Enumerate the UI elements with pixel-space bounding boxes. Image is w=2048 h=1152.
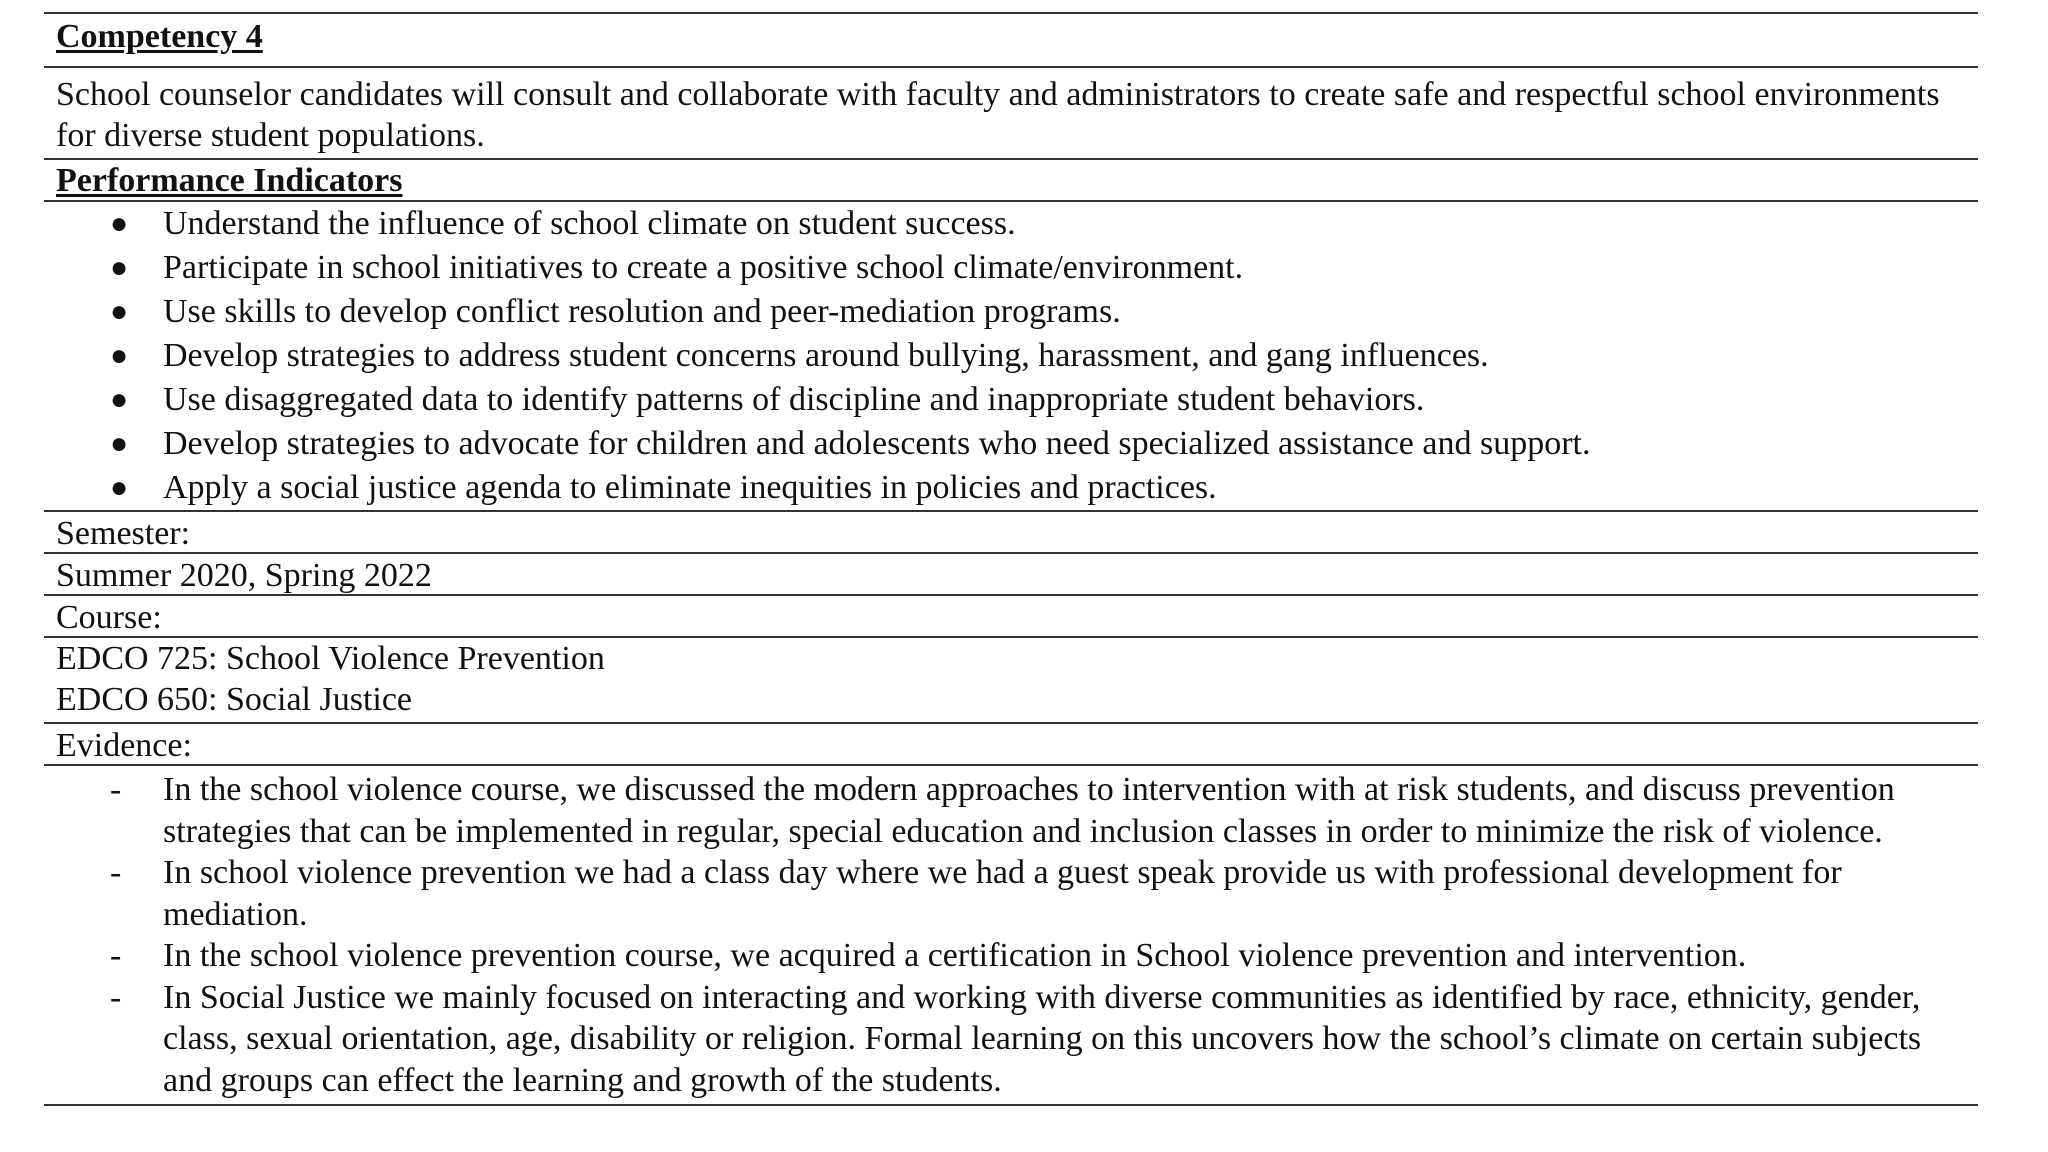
dash-icon: -: [110, 854, 122, 891]
dash-icon: -: [110, 978, 122, 1016]
course-label: Course:: [56, 599, 162, 636]
indicator-text: Develop strategies to address student concerns around bullying, harassment, and gang influences.: [163, 337, 1489, 374]
indicator-item: [56, 202, 1966, 246]
bullet-icon: ●: [110, 251, 129, 284]
course-item: EDCO 725: School Violence Prevention: [56, 640, 605, 677]
dash-icon: -: [110, 771, 122, 808]
evidence-row: [44, 766, 1978, 1106]
indicator-text: Understand the influence of school climate on student success.: [163, 205, 1016, 242]
performance-indicators-title: Performance Indicators: [56, 162, 403, 199]
indicator-item: [56, 290, 1966, 334]
bullet-icon: ●: [110, 383, 129, 416]
course-list-row: [44, 638, 1978, 724]
evidence-item: [56, 852, 1966, 935]
indicator-text: Use disaggregated data to identify patterns of discipline and inappropriate student behaviors.: [163, 381, 1425, 418]
semester-label-row: [44, 512, 1978, 554]
evidence-label: Evidence:: [56, 727, 192, 764]
evidence-label-row: [44, 724, 1978, 766]
evidence-text: In school violence prevention we had a class day where we had a guest speak provide us with professional development for mediation.: [163, 854, 1842, 933]
competency-description-row: [44, 68, 1978, 160]
indicator-item: [56, 466, 1966, 510]
indicator-text: Participate in school initiatives to create a positive school climate/environment.: [163, 249, 1244, 286]
semester-value-row: [44, 554, 1978, 596]
course-item: EDCO 650: Social Justice: [56, 681, 413, 718]
competency-title-row: [44, 14, 1978, 68]
indicator-text: Apply a social justice agenda to eliminate inequities in policies and practices.: [163, 469, 1217, 506]
evidence-text: In the school violence prevention course, we acquired a certification in School violence prevention and intervention.: [163, 937, 1747, 974]
semester-value: Summer 2020, Spring 2022: [56, 557, 432, 594]
indicator-item: [56, 422, 1966, 466]
evidence-item: [56, 769, 1966, 852]
indicator-item: [56, 334, 1966, 378]
competency-title: Competency 4: [56, 18, 263, 55]
evidence-item: [56, 935, 1966, 977]
evidence-text: In Social Justice we mainly focused on interacting and working with diverse communities as identified by race, ethnicity, gender, class, sexual orientation, age, disability or religion. Formal learning on this uncovers how the school’s climate on certain subjects and groups can effect the learning and growth of the students.: [163, 978, 1922, 1099]
competency-table: [44, 12, 1978, 1106]
competency-description: School counselor candidates will consult and collaborate with faculty and administrators to create safe and respectful school environments for diverse student populations.: [56, 76, 1940, 154]
bullet-icon: ●: [110, 471, 129, 504]
evidence-list: [56, 769, 1966, 1104]
performance-indicators-list: [56, 202, 1966, 510]
semester-label: Semester:: [56, 515, 191, 552]
evidence-item: [56, 977, 1966, 1102]
indicator-item: [56, 378, 1966, 422]
dash-icon: -: [110, 937, 122, 974]
evidence-text: In the school violence course, we discussed the modern approaches to intervention with at risk students, and discuss prevention strategies that can be implemented in regular, special education and inclusion classes in order to minimize the risk of violence.: [163, 771, 1895, 850]
bullet-icon: ●: [110, 295, 129, 328]
indicator-item: [56, 246, 1966, 290]
performance-indicators-row: [44, 202, 1978, 512]
course-label-row: [44, 596, 1978, 638]
bullet-icon: ●: [110, 339, 129, 372]
bullet-icon: ●: [110, 427, 129, 460]
performance-indicators-title-row: [44, 160, 1978, 202]
indicator-text: Develop strategies to advocate for children and adolescents who need specialized assistance and support.: [163, 425, 1591, 462]
bullet-icon: ●: [110, 207, 129, 240]
indicator-text: Use skills to develop conflict resolution and peer-mediation programs.: [163, 293, 1121, 330]
